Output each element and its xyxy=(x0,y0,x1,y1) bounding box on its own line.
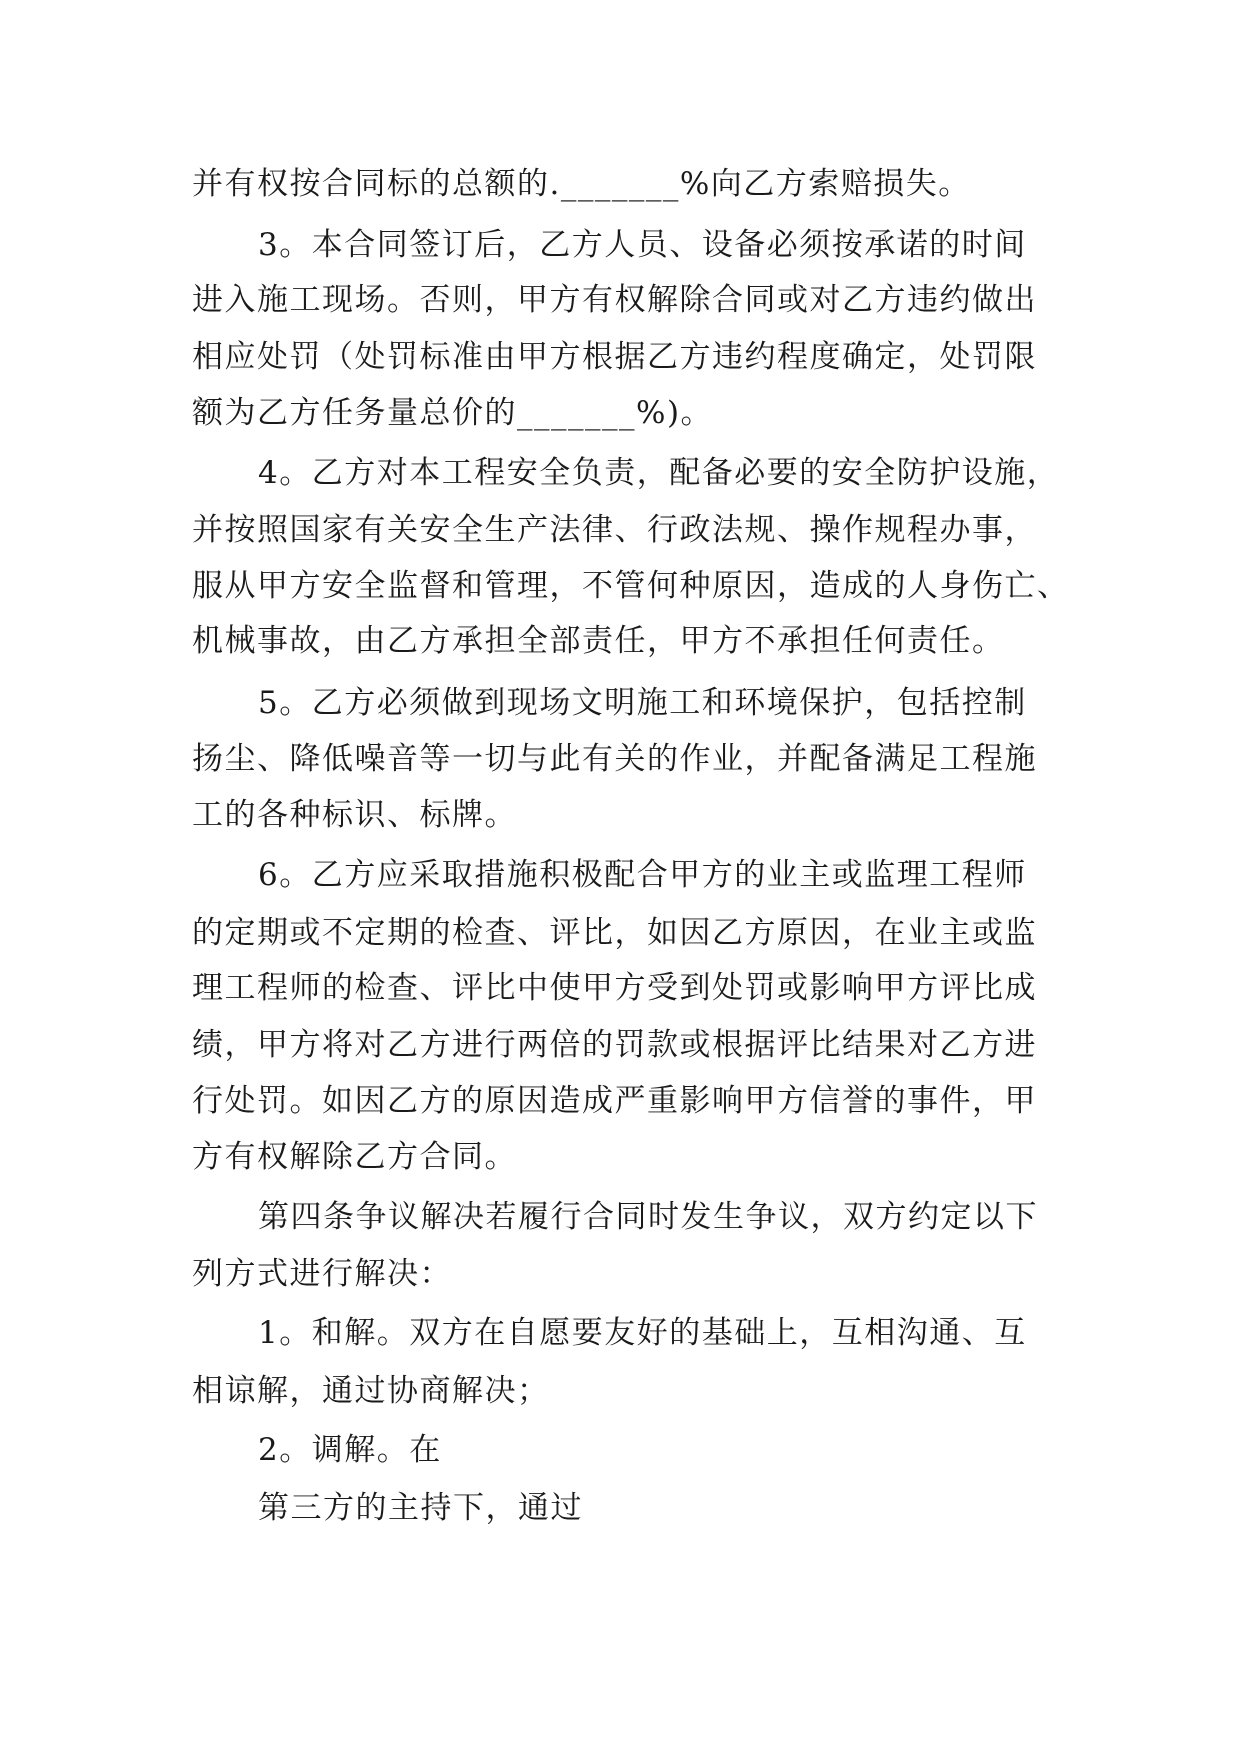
text-line: 的定期或不定期的检查、评比，如因乙方原因，在业主或监 xyxy=(192,915,1037,951)
text-line: 第四条争议解决若履行合同时发生争议，双方约定以下 xyxy=(258,1199,1038,1235)
text-line: 工的各种标识、标牌。 xyxy=(192,797,517,833)
text-line: 相谅解，通过协商解决； xyxy=(192,1373,550,1409)
text-line: 理工程师的检查、评比中使甲方受到处罚或影响甲方评比成 xyxy=(192,970,1037,1006)
text-line: 第三方的主持下，通过 xyxy=(258,1490,583,1526)
text-line: 6。乙方应采取措施积极配合甲方的业主或监理工程师 xyxy=(258,857,1027,893)
text-line: 2。调解。在 xyxy=(258,1432,442,1468)
text-line: 绩，甲方将对乙方进行两倍的罚款或根据评比结果对乙方进 xyxy=(192,1027,1037,1063)
text-line: 进入施工现场。否则，甲方有权解除合同或对乙方违约做出 xyxy=(192,282,1037,318)
text-line: 并有权按合同标的总额的._______%向乙方索赔损失。 xyxy=(192,166,971,202)
text-line: 4。乙方对本工程安全负责，配备必要的安全防护设施， xyxy=(258,455,1060,491)
text-line: 方有权解除乙方合同。 xyxy=(192,1139,517,1175)
text-line: 并按照国家有关安全生产法律、行政法规、操作规程办事， xyxy=(192,512,1037,548)
text-line: 1。和解。双方在自愿要友好的基础上，互相沟通、互 xyxy=(258,1315,1027,1351)
text-line: 相应处罚（处罚标准由甲方根据乙方违约程度确定，处罚限 xyxy=(192,339,1037,375)
text-line: 行处罚。如因乙方的原因造成严重影响甲方信誉的事件，甲 xyxy=(192,1083,1037,1119)
text-line: 服从甲方安全监督和管理，不管何种原因，造成的人身伤亡、 xyxy=(192,568,1070,604)
text-line: 列方式进行解决： xyxy=(192,1256,452,1292)
text-line: 机械事故，由乙方承担全部责任，甲方不承担任何责任。 xyxy=(192,623,1005,659)
text-line: 额为乙方任务量总价的_______%)。 xyxy=(192,395,714,431)
text-line: 5。乙方必须做到现场文明施工和环境保护，包括控制 xyxy=(258,685,1027,721)
text-line: 3。本合同签订后，乙方人员、设备必须按承诺的时间 xyxy=(258,227,1027,263)
text-line: 扬尘、降低噪音等一切与此有关的作业，并配备满足工程施 xyxy=(192,741,1037,777)
